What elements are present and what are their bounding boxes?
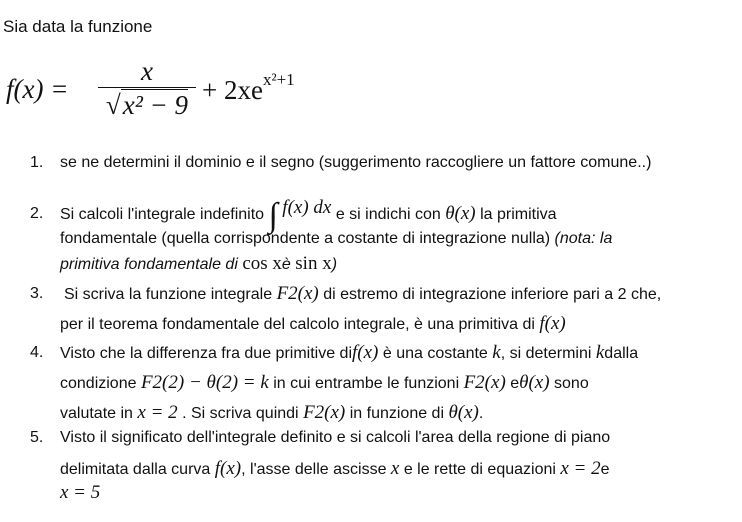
item-4-line-2 — [60, 372, 589, 394]
item-2-note-1: (nota: la — [554, 230, 613, 247]
F2-x: F2(x) — [276, 283, 319, 304]
item-3-text-line2: per il teorema fondamentale del calcolo integrale, è una primitiva di — [60, 316, 535, 333]
item-3-text-b: di estremo di integrazione inferiore pari a 2 che, — [323, 286, 662, 303]
item-4-line-3 — [60, 402, 483, 424]
theta-x: θ(x) — [445, 203, 476, 224]
F2-x: F2(x) — [303, 402, 346, 423]
intro-text: Sia data la funzione — [3, 17, 153, 36]
sin-x: sin x — [295, 253, 332, 274]
item-4-text-l2a: condizione — [60, 375, 137, 392]
item-2-note-2: primitiva fondamentale di — [60, 256, 238, 273]
item-3-line-1 — [64, 283, 661, 305]
item-2-text-line2: fondamentale (quella corrispondente a costante di integrazione nulla) — [60, 230, 551, 247]
item-4-text-l3d: . — [478, 405, 484, 422]
f-x: f(x) — [352, 342, 379, 363]
item-5-text-l2d: e — [600, 461, 610, 478]
item-5-line-3 — [60, 482, 100, 504]
item-2-line-2 — [60, 230, 612, 248]
item-2-e-word: è — [281, 256, 291, 273]
item-5-line-2 — [60, 458, 610, 480]
formula-fraction — [96, 55, 198, 122]
item-4-text-l3c: in funzione di — [349, 405, 445, 422]
item-3-number: 3. — [30, 285, 44, 302]
item-4-text-l3b: . Si scriva quindi — [182, 405, 299, 422]
k-symbol: k — [595, 342, 605, 363]
item-4-text-l3a: valutate in — [60, 405, 133, 422]
cos-x: cos x — [242, 253, 282, 274]
formula-denominator — [96, 88, 198, 122]
theta-x: θ(x) — [448, 402, 479, 423]
item-2-number: 2. — [30, 205, 44, 222]
f-x: f(x) — [214, 458, 242, 479]
item-4-text-l2d: sono — [554, 375, 589, 392]
item-4-text-a: Visto che la differenza fra due primitive di — [60, 345, 353, 362]
formula-exponential-term — [202, 70, 295, 106]
integrand: f(x) dx — [282, 197, 332, 218]
item-5-text-l2b: , l'asse delle ascisse — [241, 461, 387, 478]
item-3-line-2 — [60, 313, 566, 335]
item-5-text-l2a: delimitata dalla curva — [60, 461, 211, 478]
formula-lhs: f(x) = — [6, 74, 69, 104]
main-formula — [6, 55, 386, 125]
formula-radicand: x² − 9 — [122, 90, 189, 120]
item-2-text-b: e si indichi con — [335, 206, 441, 223]
item-2-close: ) — [331, 256, 338, 273]
item-1-number: 1. — [30, 154, 44, 171]
item-1-text: se ne determini il dominio e il segno (suggerimento raccogliere un fattore comune..) — [60, 154, 652, 171]
item-2-line-3 — [60, 253, 337, 275]
formula-exponent: x²+1 — [262, 70, 295, 89]
k-symbol: k — [492, 342, 501, 363]
formula-plus-term: + 2xe — [202, 75, 263, 105]
x-symbol: x — [390, 458, 400, 479]
item-2-line-1 — [60, 190, 557, 234]
F2-x: F2(x) — [463, 372, 506, 393]
item-2-text-c: la primitiva — [480, 206, 557, 223]
item-4-text-b: è una costante — [382, 345, 488, 362]
x-equals-2: x = 2 — [137, 402, 178, 423]
item-2-text-a: Si calcoli l'integrale indefinito — [60, 206, 265, 223]
x-equals-2: x = 2 — [560, 458, 601, 479]
item-4-line-1 — [60, 342, 638, 364]
radical-sign: √ — [105, 90, 121, 120]
integral-sign: ∫ — [268, 197, 278, 234]
item-4-text-l2b: in cui entrambe le funzioni — [273, 375, 460, 392]
item-4-text-l2c: e — [510, 375, 520, 392]
item-5-text-l2c: e le rette di equazioni — [403, 461, 556, 478]
x-equals-5: x = 5 — [60, 482, 101, 503]
formula-numerator: x — [141, 56, 153, 86]
item-4-number: 4. — [30, 344, 44, 361]
item-3-text-a: Si scriva la funzione integrale — [64, 286, 273, 303]
item-4-text-d: dalla — [604, 345, 639, 362]
item-4-text-c: , si determini — [500, 345, 592, 362]
theta-x: θ(x) — [519, 372, 550, 393]
item-5-number: 5. — [30, 429, 44, 446]
item-5-text: Visto il significato dell'integrale definito e si calcoli l'area della regione di piano — [60, 429, 611, 446]
f-x: f(x) — [539, 313, 566, 334]
condition-equation: F2(2) − θ(2) = k — [140, 372, 269, 393]
